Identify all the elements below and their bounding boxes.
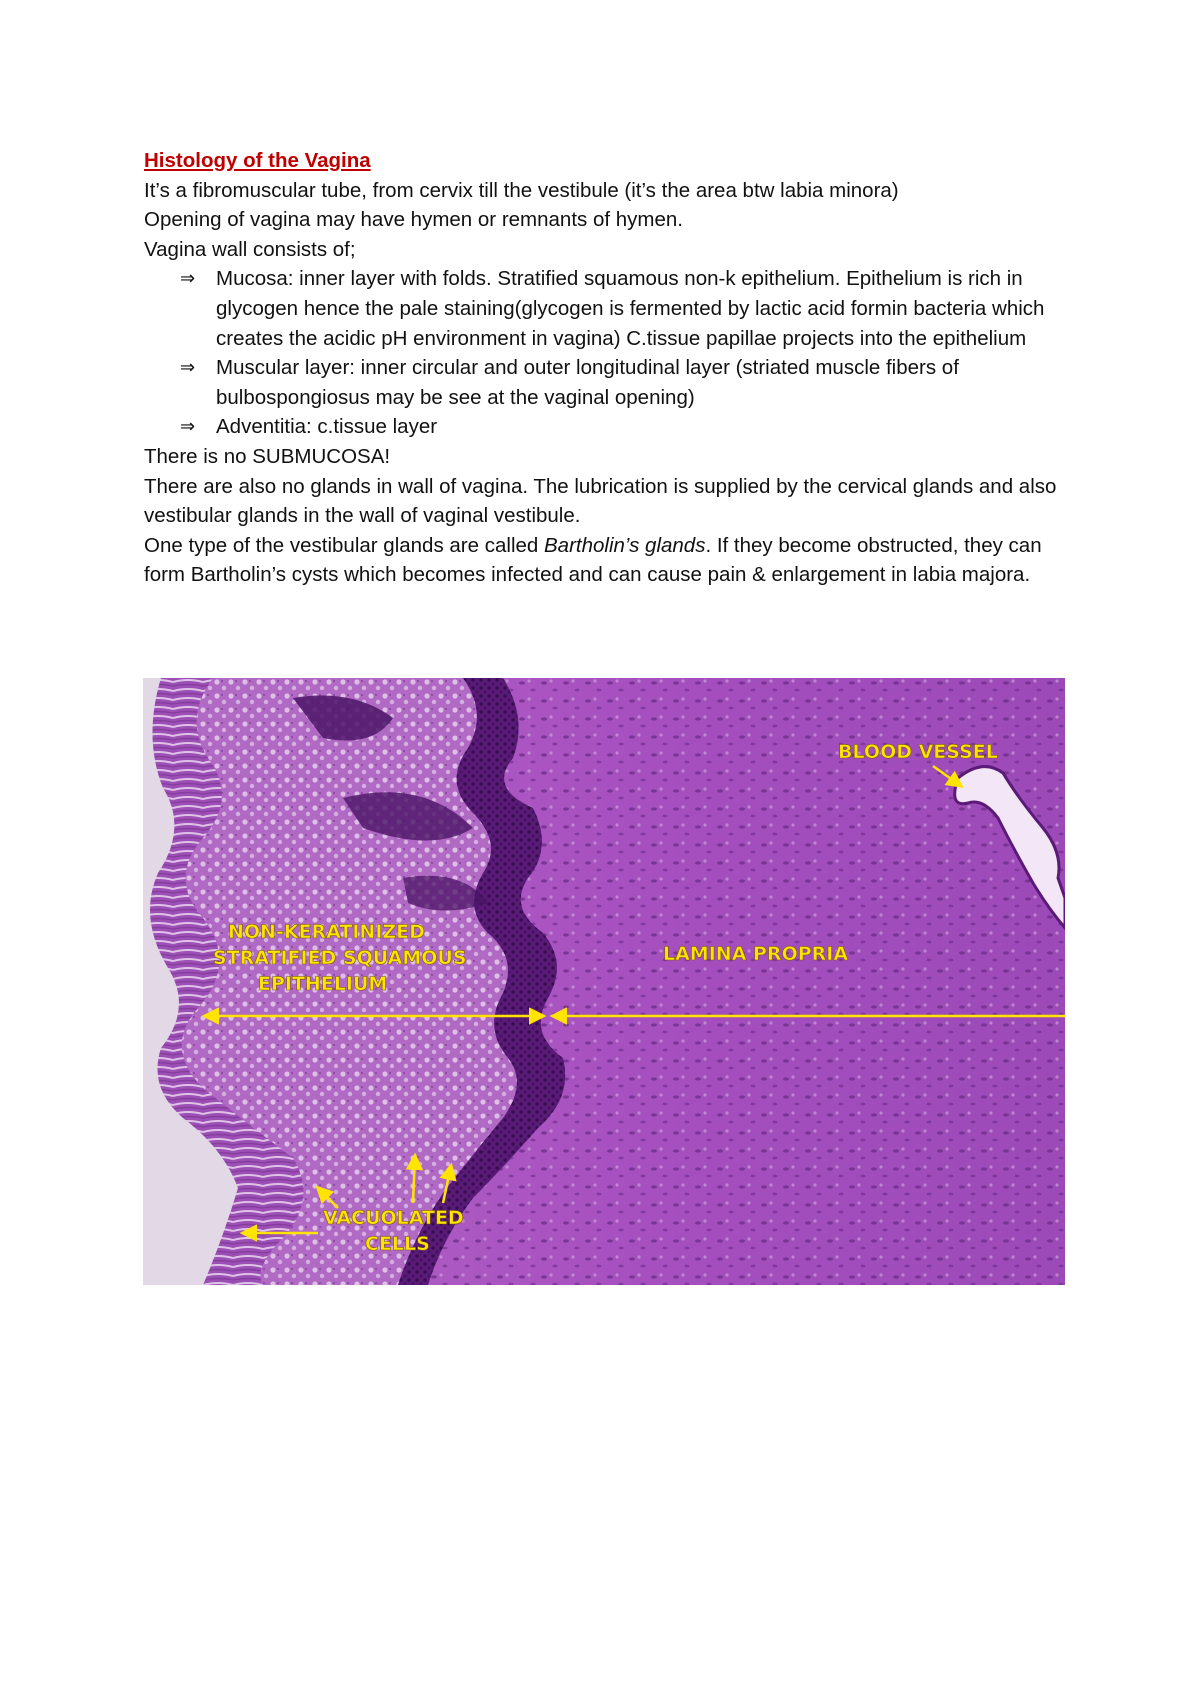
document-body	[144, 146, 1064, 590]
label-epithelium-line-1: NON-KERATINIZED	[228, 921, 425, 943]
layer-text-muscular: Muscular layer: inner circular and outer longitudinal layer (striated muscle fibers of bulbospongiosus may be see at the vaginal opening)	[216, 356, 959, 409]
layer-text-adventitia: Adventitia: c.tissue layer	[216, 415, 438, 439]
layer-list	[144, 264, 1064, 442]
double-arrow-right-icon: ⇒	[180, 416, 196, 437]
label-blood-vessel: BLOOD VESSEL	[838, 741, 998, 763]
double-arrow-right-icon: ⇒	[180, 268, 196, 289]
bartholin-paragraph	[144, 531, 1064, 590]
label-vacuolated-line-1: VACUOLATED	[323, 1207, 464, 1229]
list-item-mucosa	[144, 264, 1064, 353]
label-vacuolated-line-2: CELLS	[365, 1233, 430, 1255]
bartholin-text-before: One type of the vestibular glands are called	[144, 533, 544, 557]
layer-text-mucosa: Mucosa: inner layer with folds. Stratified squamous non-k epithelium. Epithelium is rich in glycogen hence the pale staining(glycogen is fermented by lactic acid formin bacteria which creates the acidic pH environment in vagina) C.tissue papillae projects into the epithelium	[216, 267, 1045, 350]
intro-line-2: Opening of vagina may have hymen or remnants of hymen.	[144, 208, 683, 232]
micrograph-svg	[143, 678, 1065, 1285]
document-title: Histology of the Vagina	[144, 149, 371, 172]
double-arrow-right-icon: ⇒	[180, 357, 196, 378]
intro-line-3: Vagina wall consists of;	[144, 237, 356, 261]
label-lamina-propria: LAMINA PROPRIA	[663, 943, 849, 965]
list-item-muscular	[144, 353, 1064, 412]
bartholin-glands-italic: Bartholin’s glands	[544, 533, 706, 557]
list-item-adventitia	[144, 412, 1064, 442]
label-epithelium-line-2: STRATIFIED SQUAMOUS	[213, 947, 467, 969]
histology-micrograph	[143, 678, 1065, 1285]
no-submucosa-line: There is no SUBMUCOSA!	[144, 444, 391, 468]
bartholin-text-after: . If they become obstructed, they can form Bartholin’s cysts which becomes infected and can cause pain & enlargement in labia majora.	[144, 533, 1042, 587]
glands-paragraph: There are also no glands in wall of vagina. The lubrication is supplied by the cervical glands and also vestibular glands in the wall of vaginal vestibule.	[144, 474, 1057, 528]
label-epithelium-line-3: EPITHELIUM	[258, 973, 388, 995]
intro-line-1: It’s a fibromuscular tube, from cervix till the vestibule (it’s the area btw labia minora)	[144, 178, 899, 202]
